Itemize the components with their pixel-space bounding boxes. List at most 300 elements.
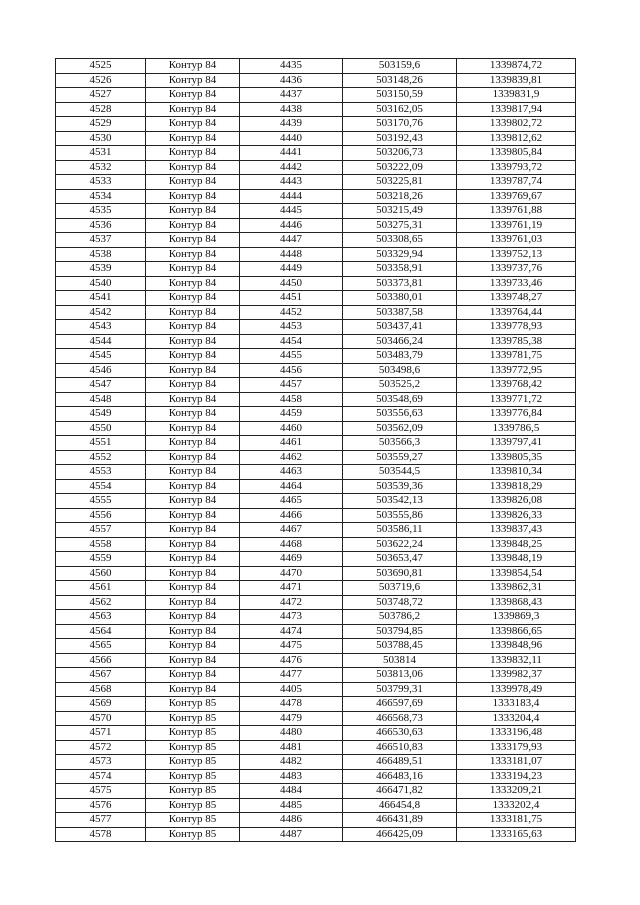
y-coordinate-cell: 1339802,72 xyxy=(457,117,576,132)
row-number-cell: 4576 xyxy=(56,798,146,813)
point-number-cell: 4441 xyxy=(240,146,343,161)
table-row xyxy=(56,668,576,683)
point-number-cell: 4440 xyxy=(240,131,343,146)
row-number-cell: 4567 xyxy=(56,668,146,683)
y-coordinate-cell: 1339831,9 xyxy=(457,88,576,103)
table-row xyxy=(56,697,576,712)
row-number-cell: 4539 xyxy=(56,262,146,277)
x-coordinate-cell: 503622,24 xyxy=(343,537,457,552)
contour-cell: Контур 84 xyxy=(146,320,240,335)
point-number-cell: 4477 xyxy=(240,668,343,683)
row-number-cell: 4530 xyxy=(56,131,146,146)
table-row xyxy=(56,189,576,204)
contour-cell: Контур 84 xyxy=(146,204,240,219)
point-number-cell: 4483 xyxy=(240,769,343,784)
y-coordinate-cell: 1339826,08 xyxy=(457,494,576,509)
point-number-cell: 4459 xyxy=(240,407,343,422)
row-number-cell: 4529 xyxy=(56,117,146,132)
row-number-cell: 4555 xyxy=(56,494,146,509)
row-number-cell: 4560 xyxy=(56,566,146,581)
table-row xyxy=(56,523,576,538)
y-coordinate-cell: 1339761,19 xyxy=(457,218,576,233)
y-coordinate-cell: 1339868,43 xyxy=(457,595,576,610)
point-number-cell: 4439 xyxy=(240,117,343,132)
x-coordinate-cell: 503542,13 xyxy=(343,494,457,509)
contour-cell: Контур 84 xyxy=(146,436,240,451)
table-row xyxy=(56,59,576,74)
table-row xyxy=(56,581,576,596)
table-row xyxy=(56,392,576,407)
table-row xyxy=(56,798,576,813)
y-coordinate-cell: 1339761,03 xyxy=(457,233,576,248)
contour-cell: Контур 84 xyxy=(146,508,240,523)
y-coordinate-cell: 1339869,3 xyxy=(457,610,576,625)
table-row xyxy=(56,682,576,697)
point-number-cell: 4435 xyxy=(240,59,343,74)
row-number-cell: 4571 xyxy=(56,726,146,741)
point-number-cell: 4476 xyxy=(240,653,343,668)
row-number-cell: 4566 xyxy=(56,653,146,668)
point-number-cell: 4478 xyxy=(240,697,343,712)
x-coordinate-cell: 503544,5 xyxy=(343,465,457,480)
point-number-cell: 4473 xyxy=(240,610,343,625)
x-coordinate-cell: 503159,6 xyxy=(343,59,457,74)
contour-cell: Контур 85 xyxy=(146,740,240,755)
y-coordinate-cell: 1339797,41 xyxy=(457,436,576,451)
x-coordinate-cell: 466597,69 xyxy=(343,697,457,712)
row-number-cell: 4532 xyxy=(56,160,146,175)
x-coordinate-cell: 503170,76 xyxy=(343,117,457,132)
table-row xyxy=(56,276,576,291)
point-number-cell: 4450 xyxy=(240,276,343,291)
x-coordinate-cell: 503206,73 xyxy=(343,146,457,161)
x-coordinate-cell: 466568,73 xyxy=(343,711,457,726)
table-row xyxy=(56,407,576,422)
row-number-cell: 4538 xyxy=(56,247,146,262)
row-number-cell: 4544 xyxy=(56,334,146,349)
row-number-cell: 4531 xyxy=(56,146,146,161)
point-number-cell: 4446 xyxy=(240,218,343,233)
table-row xyxy=(56,262,576,277)
point-number-cell: 4454 xyxy=(240,334,343,349)
row-number-cell: 4533 xyxy=(56,175,146,190)
point-number-cell: 4444 xyxy=(240,189,343,204)
contour-cell: Контур 84 xyxy=(146,349,240,364)
x-coordinate-cell: 466425,09 xyxy=(343,827,457,842)
x-coordinate-cell: 503719,6 xyxy=(343,581,457,596)
y-coordinate-cell: 1339805,35 xyxy=(457,450,576,465)
table-row xyxy=(56,349,576,364)
x-coordinate-cell: 503150,59 xyxy=(343,88,457,103)
x-coordinate-cell: 503794,85 xyxy=(343,624,457,639)
y-coordinate-cell: 1339848,19 xyxy=(457,552,576,567)
table-row xyxy=(56,146,576,161)
point-number-cell: 4447 xyxy=(240,233,343,248)
point-number-cell: 4445 xyxy=(240,204,343,219)
row-number-cell: 4528 xyxy=(56,102,146,117)
y-coordinate-cell: 1333165,63 xyxy=(457,827,576,842)
coordinates-table-body xyxy=(56,59,576,842)
table-row xyxy=(56,726,576,741)
table-row xyxy=(56,537,576,552)
row-number-cell: 4536 xyxy=(56,218,146,233)
row-number-cell: 4559 xyxy=(56,552,146,567)
contour-cell: Контур 85 xyxy=(146,755,240,770)
contour-cell: Контур 84 xyxy=(146,88,240,103)
row-number-cell: 4548 xyxy=(56,392,146,407)
contour-cell: Контур 84 xyxy=(146,450,240,465)
x-coordinate-cell: 466489,51 xyxy=(343,755,457,770)
row-number-cell: 4552 xyxy=(56,450,146,465)
contour-cell: Контур 84 xyxy=(146,668,240,683)
y-coordinate-cell: 1339776,84 xyxy=(457,407,576,422)
point-number-cell: 4443 xyxy=(240,175,343,190)
y-coordinate-cell: 1333204,4 xyxy=(457,711,576,726)
y-coordinate-cell: 1333194,23 xyxy=(457,769,576,784)
row-number-cell: 4537 xyxy=(56,233,146,248)
contour-cell: Контур 84 xyxy=(146,233,240,248)
point-number-cell: 4448 xyxy=(240,247,343,262)
y-coordinate-cell: 1339874,72 xyxy=(457,59,576,74)
contour-cell: Контур 84 xyxy=(146,131,240,146)
contour-cell: Контур 85 xyxy=(146,726,240,741)
row-number-cell: 4572 xyxy=(56,740,146,755)
contour-cell: Контур 84 xyxy=(146,175,240,190)
contour-cell: Контур 84 xyxy=(146,146,240,161)
y-coordinate-cell: 1339786,5 xyxy=(457,421,576,436)
y-coordinate-cell: 1339764,44 xyxy=(457,305,576,320)
row-number-cell: 4564 xyxy=(56,624,146,639)
contour-cell: Контур 84 xyxy=(146,566,240,581)
table-row xyxy=(56,204,576,219)
x-coordinate-cell: 503380,01 xyxy=(343,291,457,306)
point-number-cell: 4469 xyxy=(240,552,343,567)
contour-cell: Контур 84 xyxy=(146,682,240,697)
contour-cell: Контур 84 xyxy=(146,610,240,625)
table-row xyxy=(56,320,576,335)
table-row xyxy=(56,334,576,349)
contour-cell: Контур 84 xyxy=(146,59,240,74)
row-number-cell: 4575 xyxy=(56,784,146,799)
point-number-cell: 4470 xyxy=(240,566,343,581)
x-coordinate-cell: 503788,45 xyxy=(343,639,457,654)
contour-cell: Контур 84 xyxy=(146,160,240,175)
contour-cell: Контур 84 xyxy=(146,639,240,654)
y-coordinate-cell: 1339854,54 xyxy=(457,566,576,581)
point-number-cell: 4464 xyxy=(240,479,343,494)
contour-cell: Контур 84 xyxy=(146,378,240,393)
contour-cell: Контур 85 xyxy=(146,769,240,784)
x-coordinate-cell: 466510,83 xyxy=(343,740,457,755)
table-row xyxy=(56,479,576,494)
x-coordinate-cell: 503358,91 xyxy=(343,262,457,277)
table-row xyxy=(56,653,576,668)
y-coordinate-cell: 1339748,27 xyxy=(457,291,576,306)
row-number-cell: 4561 xyxy=(56,581,146,596)
contour-cell: Контур 84 xyxy=(146,421,240,436)
point-number-cell: 4486 xyxy=(240,813,343,828)
x-coordinate-cell: 503799,31 xyxy=(343,682,457,697)
contour-cell: Контур 84 xyxy=(146,595,240,610)
contour-cell: Контур 85 xyxy=(146,813,240,828)
point-number-cell: 4482 xyxy=(240,755,343,770)
table-row xyxy=(56,639,576,654)
table-row xyxy=(56,827,576,842)
y-coordinate-cell: 1339837,43 xyxy=(457,523,576,538)
table-row xyxy=(56,740,576,755)
contour-cell: Контур 84 xyxy=(146,552,240,567)
x-coordinate-cell: 503690,81 xyxy=(343,566,457,581)
contour-cell: Контур 84 xyxy=(146,523,240,538)
y-coordinate-cell: 1339866,65 xyxy=(457,624,576,639)
x-coordinate-cell: 466471,82 xyxy=(343,784,457,799)
point-number-cell: 4452 xyxy=(240,305,343,320)
y-coordinate-cell: 1333181,07 xyxy=(457,755,576,770)
y-coordinate-cell: 1333196,48 xyxy=(457,726,576,741)
row-number-cell: 4563 xyxy=(56,610,146,625)
row-number-cell: 4551 xyxy=(56,436,146,451)
row-number-cell: 4568 xyxy=(56,682,146,697)
y-coordinate-cell: 1339812,62 xyxy=(457,131,576,146)
x-coordinate-cell: 503275,31 xyxy=(343,218,457,233)
table-row xyxy=(56,421,576,436)
row-number-cell: 4527 xyxy=(56,88,146,103)
x-coordinate-cell: 466530,63 xyxy=(343,726,457,741)
point-number-cell: 4471 xyxy=(240,581,343,596)
coordinates-table xyxy=(55,58,576,842)
row-number-cell: 4525 xyxy=(56,59,146,74)
x-coordinate-cell: 503562,09 xyxy=(343,421,457,436)
y-coordinate-cell: 1333209,21 xyxy=(457,784,576,799)
row-number-cell: 4541 xyxy=(56,291,146,306)
table-row xyxy=(56,711,576,726)
x-coordinate-cell: 503559,27 xyxy=(343,450,457,465)
y-coordinate-cell: 1339978,49 xyxy=(457,682,576,697)
x-coordinate-cell: 503586,11 xyxy=(343,523,457,538)
x-coordinate-cell: 466454,8 xyxy=(343,798,457,813)
point-number-cell: 4442 xyxy=(240,160,343,175)
contour-cell: Контур 84 xyxy=(146,392,240,407)
row-number-cell: 4570 xyxy=(56,711,146,726)
table-row xyxy=(56,450,576,465)
table-row xyxy=(56,465,576,480)
contour-cell: Контур 84 xyxy=(146,262,240,277)
row-number-cell: 4550 xyxy=(56,421,146,436)
contour-cell: Контур 84 xyxy=(146,117,240,132)
point-number-cell: 4449 xyxy=(240,262,343,277)
row-number-cell: 4557 xyxy=(56,523,146,538)
table-row xyxy=(56,363,576,378)
table-row xyxy=(56,378,576,393)
y-coordinate-cell: 1339778,93 xyxy=(457,320,576,335)
contour-cell: Контур 84 xyxy=(146,624,240,639)
table-row xyxy=(56,291,576,306)
y-coordinate-cell: 1339793,72 xyxy=(457,160,576,175)
point-number-cell: 4461 xyxy=(240,436,343,451)
point-number-cell: 4458 xyxy=(240,392,343,407)
contour-cell: Контур 84 xyxy=(146,537,240,552)
y-coordinate-cell: 1333181,75 xyxy=(457,813,576,828)
point-number-cell: 4467 xyxy=(240,523,343,538)
contour-cell: Контур 84 xyxy=(146,189,240,204)
contour-cell: Контур 84 xyxy=(146,305,240,320)
row-number-cell: 4545 xyxy=(56,349,146,364)
table-row xyxy=(56,102,576,117)
x-coordinate-cell: 503498,6 xyxy=(343,363,457,378)
x-coordinate-cell: 503373,81 xyxy=(343,276,457,291)
y-coordinate-cell: 1339982,37 xyxy=(457,668,576,683)
row-number-cell: 4547 xyxy=(56,378,146,393)
row-number-cell: 4562 xyxy=(56,595,146,610)
point-number-cell: 4453 xyxy=(240,320,343,335)
contour-cell: Контур 84 xyxy=(146,363,240,378)
y-coordinate-cell: 1333183,4 xyxy=(457,697,576,712)
x-coordinate-cell: 503813,06 xyxy=(343,668,457,683)
x-coordinate-cell: 503308,65 xyxy=(343,233,457,248)
contour-cell: Контур 84 xyxy=(146,653,240,668)
x-coordinate-cell: 503437,41 xyxy=(343,320,457,335)
y-coordinate-cell: 1333179,93 xyxy=(457,740,576,755)
contour-cell: Контур 84 xyxy=(146,276,240,291)
y-coordinate-cell: 1339810,34 xyxy=(457,465,576,480)
table-row xyxy=(56,769,576,784)
table-row xyxy=(56,131,576,146)
table-row xyxy=(56,233,576,248)
point-number-cell: 4405 xyxy=(240,682,343,697)
x-coordinate-cell: 503548,69 xyxy=(343,392,457,407)
table-row xyxy=(56,755,576,770)
y-coordinate-cell: 1339768,42 xyxy=(457,378,576,393)
table-row xyxy=(56,218,576,233)
x-coordinate-cell: 503387,58 xyxy=(343,305,457,320)
row-number-cell: 4574 xyxy=(56,769,146,784)
x-coordinate-cell: 503162,05 xyxy=(343,102,457,117)
x-coordinate-cell: 503555,86 xyxy=(343,508,457,523)
y-coordinate-cell: 1339737,76 xyxy=(457,262,576,277)
table-row xyxy=(56,494,576,509)
contour-cell: Контур 85 xyxy=(146,798,240,813)
contour-cell: Контур 84 xyxy=(146,218,240,233)
y-coordinate-cell: 1339862,31 xyxy=(457,581,576,596)
y-coordinate-cell: 1339781,75 xyxy=(457,349,576,364)
x-coordinate-cell: 503466,24 xyxy=(343,334,457,349)
row-number-cell: 4573 xyxy=(56,755,146,770)
row-number-cell: 4556 xyxy=(56,508,146,523)
point-number-cell: 4484 xyxy=(240,784,343,799)
point-number-cell: 4456 xyxy=(240,363,343,378)
row-number-cell: 4565 xyxy=(56,639,146,654)
x-coordinate-cell: 503539,36 xyxy=(343,479,457,494)
table-row xyxy=(56,813,576,828)
y-coordinate-cell: 1339769,67 xyxy=(457,189,576,204)
point-number-cell: 4437 xyxy=(240,88,343,103)
x-coordinate-cell: 503556,63 xyxy=(343,407,457,422)
contour-cell: Контур 85 xyxy=(146,711,240,726)
point-number-cell: 4465 xyxy=(240,494,343,509)
contour-cell: Контур 84 xyxy=(146,581,240,596)
table-row xyxy=(56,175,576,190)
point-number-cell: 4466 xyxy=(240,508,343,523)
row-number-cell: 4554 xyxy=(56,479,146,494)
point-number-cell: 4457 xyxy=(240,378,343,393)
point-number-cell: 4487 xyxy=(240,827,343,842)
point-number-cell: 4481 xyxy=(240,740,343,755)
contour-cell: Контур 85 xyxy=(146,697,240,712)
row-number-cell: 4569 xyxy=(56,697,146,712)
table-row xyxy=(56,73,576,88)
y-coordinate-cell: 1339818,29 xyxy=(457,479,576,494)
row-number-cell: 4534 xyxy=(56,189,146,204)
table-row xyxy=(56,610,576,625)
y-coordinate-cell: 1339787,74 xyxy=(457,175,576,190)
y-coordinate-cell: 1333202,4 xyxy=(457,798,576,813)
contour-cell: Контур 84 xyxy=(146,291,240,306)
contour-cell: Контур 85 xyxy=(146,784,240,799)
x-coordinate-cell: 503525,2 xyxy=(343,378,457,393)
y-coordinate-cell: 1339761,88 xyxy=(457,204,576,219)
y-coordinate-cell: 1339848,96 xyxy=(457,639,576,654)
contour-cell: Контур 84 xyxy=(146,102,240,117)
table-row xyxy=(56,784,576,799)
y-coordinate-cell: 1339752,13 xyxy=(457,247,576,262)
row-number-cell: 4546 xyxy=(56,363,146,378)
point-number-cell: 4463 xyxy=(240,465,343,480)
contour-cell: Контур 84 xyxy=(146,334,240,349)
x-coordinate-cell: 503148,26 xyxy=(343,73,457,88)
x-coordinate-cell: 503218,26 xyxy=(343,189,457,204)
point-number-cell: 4474 xyxy=(240,624,343,639)
row-number-cell: 4540 xyxy=(56,276,146,291)
table-row xyxy=(56,566,576,581)
table-row xyxy=(56,595,576,610)
table-row xyxy=(56,88,576,103)
table-row xyxy=(56,552,576,567)
point-number-cell: 4479 xyxy=(240,711,343,726)
row-number-cell: 4549 xyxy=(56,407,146,422)
point-number-cell: 4451 xyxy=(240,291,343,306)
y-coordinate-cell: 1339832,11 xyxy=(457,653,576,668)
y-coordinate-cell: 1339805,84 xyxy=(457,146,576,161)
y-coordinate-cell: 1339733,46 xyxy=(457,276,576,291)
point-number-cell: 4472 xyxy=(240,595,343,610)
contour-cell: Контур 84 xyxy=(146,73,240,88)
x-coordinate-cell: 503483,79 xyxy=(343,349,457,364)
table-row xyxy=(56,247,576,262)
point-number-cell: 4480 xyxy=(240,726,343,741)
table-row xyxy=(56,508,576,523)
y-coordinate-cell: 1339817,94 xyxy=(457,102,576,117)
point-number-cell: 4436 xyxy=(240,73,343,88)
y-coordinate-cell: 1339772,95 xyxy=(457,363,576,378)
y-coordinate-cell: 1339848,25 xyxy=(457,537,576,552)
x-coordinate-cell: 503814 xyxy=(343,653,457,668)
x-coordinate-cell: 503748,72 xyxy=(343,595,457,610)
y-coordinate-cell: 1339771,72 xyxy=(457,392,576,407)
point-number-cell: 4475 xyxy=(240,639,343,654)
point-number-cell: 4462 xyxy=(240,450,343,465)
y-coordinate-cell: 1339785,38 xyxy=(457,334,576,349)
row-number-cell: 4526 xyxy=(56,73,146,88)
x-coordinate-cell: 503192,43 xyxy=(343,131,457,146)
x-coordinate-cell: 503786,2 xyxy=(343,610,457,625)
point-number-cell: 4455 xyxy=(240,349,343,364)
contour-cell: Контур 84 xyxy=(146,465,240,480)
contour-cell: Контур 84 xyxy=(146,479,240,494)
table-row xyxy=(56,624,576,639)
row-number-cell: 4535 xyxy=(56,204,146,219)
table-row xyxy=(56,305,576,320)
row-number-cell: 4553 xyxy=(56,465,146,480)
